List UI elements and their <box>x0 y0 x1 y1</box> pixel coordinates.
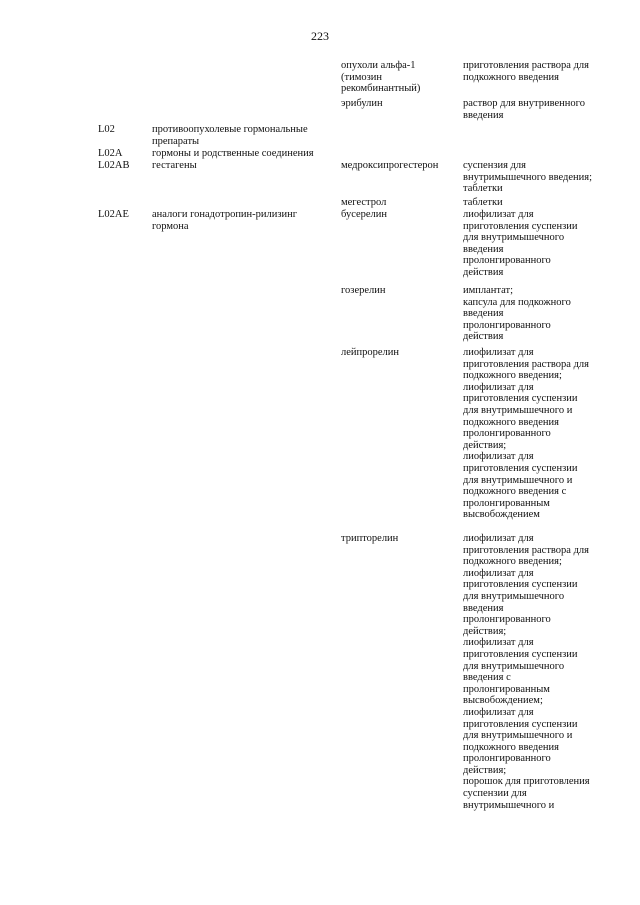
drug-name-cell <box>341 98 383 110</box>
dosage-form-line: подкожного введения; <box>463 556 562 568</box>
dosage-form-line: введения <box>463 243 504 255</box>
dosage-form-line: лиофилизат для <box>463 637 534 649</box>
dosage-form-line: приготовления суспензии <box>463 648 578 660</box>
atc-group-name-line: гормона <box>152 220 189 232</box>
drug-name-cell <box>341 209 387 221</box>
dosage-form-line: приготовления суспензии <box>463 393 578 405</box>
dosage-form-line: лиофилизат для <box>463 567 534 579</box>
dosage-form-line: пролонгированным <box>463 683 550 695</box>
dosage-form-line: порошок для приготовления <box>463 776 590 788</box>
dosage-form-line: лиофилизат для <box>463 381 534 393</box>
dosage-form-line: пролонгированным <box>463 497 550 509</box>
dosage-form-line: подкожного введения <box>463 416 559 428</box>
drug-name-cell <box>341 60 420 95</box>
atc-group-name-line: гормоны и родственные соединения <box>152 148 314 159</box>
dosage-form-line: высвобождением; <box>463 695 543 707</box>
dosage-form-line: лиофилизат для <box>463 209 534 220</box>
atc-group-name-cell <box>152 160 197 172</box>
dosage-form-cell <box>463 209 577 279</box>
dosage-form-line: пролонгированного <box>463 255 551 267</box>
dosage-form-line: высвобождением <box>463 509 540 521</box>
drug-name-line: медроксипрогестерон <box>341 160 439 171</box>
dosage-form-line: лиофилизат для <box>463 533 534 544</box>
dosage-form-line: лиофилизат для <box>463 347 534 358</box>
dosage-form-line: лиофилизат для <box>463 706 534 718</box>
atc-group-name-line: аналоги гонадотропин-рилизинг <box>152 209 298 220</box>
dosage-form-line: действия <box>463 331 504 343</box>
dosage-form-line: приготовления суспензии <box>463 718 578 730</box>
drug-name-line: (тимозин <box>341 71 382 83</box>
drug-name-cell <box>341 197 386 209</box>
dosage-form-cell <box>463 533 590 811</box>
drug-name-line: лейпрорелин <box>341 347 400 358</box>
atc-code-cell <box>98 160 130 172</box>
dosage-form-line: для внутримышечного <box>463 232 565 244</box>
atc-code-line: L02 <box>98 124 115 135</box>
drug-name-cell <box>341 285 386 297</box>
dosage-form-line: внутримышечного и <box>463 799 555 811</box>
dosage-form-line: приготовления раствора для <box>463 544 589 556</box>
dosage-form-line: для внутримышечного и <box>463 474 573 486</box>
atc-group-name-cell <box>152 209 297 232</box>
dosage-form-line: пролонгированного <box>463 428 551 440</box>
atc-group-name-line: противоопухолевые гормональные <box>152 124 308 135</box>
atc-code-line: L02AB <box>98 160 130 171</box>
dosage-form-line: для внутримышечного и <box>463 404 573 416</box>
atc-group-name-line: гестагены <box>152 160 197 171</box>
dosage-form-line: приготовления раствора для <box>463 358 589 370</box>
dosage-form-line: пролонгированного <box>463 753 551 765</box>
dosage-form-cell <box>463 285 571 343</box>
dosage-form-line: подкожного введения <box>463 741 559 753</box>
dosage-form-line: действия; <box>463 625 507 637</box>
dosage-form-cell <box>463 160 592 195</box>
dosage-form-cell <box>463 60 589 83</box>
dosage-form-cell <box>463 98 585 121</box>
dosage-form-line: подкожного введения <box>463 71 559 83</box>
dosage-form-line: раствор для внутривенного <box>463 98 585 109</box>
page-number: 223 <box>311 29 329 43</box>
dosage-form-line: действия; <box>463 764 507 776</box>
dosage-form-line: для внутримышечного <box>463 590 565 602</box>
atc-group-name-cell <box>152 124 308 147</box>
dosage-form-line: таблетки <box>463 183 503 195</box>
dosage-form-line: введения с <box>463 672 511 684</box>
dosage-form-line: капсула для подкожного <box>463 296 571 308</box>
atc-code-line: L02A <box>98 148 123 159</box>
atc-code-cell <box>98 124 115 136</box>
dosage-form-line: для внутримышечного <box>463 660 565 672</box>
drug-name-line: бусерелин <box>341 209 388 220</box>
dosage-form-line: приготовления суспензии <box>463 220 578 232</box>
dosage-form-line: лиофилизат для <box>463 451 534 463</box>
dosage-form-line: имплантат; <box>463 285 514 296</box>
dosage-form-line: подкожного введения с <box>463 486 567 498</box>
atc-code-cell <box>98 209 129 221</box>
dosage-form-line: внутримышечного введения; <box>463 171 593 183</box>
dosage-form-line: для внутримышечного и <box>463 730 573 742</box>
atc-code-line: L02AE <box>98 209 129 220</box>
atc-group-name-line: препараты <box>152 135 200 147</box>
dosage-form-line: приготовления суспензии <box>463 579 578 591</box>
dosage-form-line: приготовления раствора для <box>463 60 589 71</box>
drug-name-line: эрибулин <box>341 98 383 109</box>
atc-group-name-cell <box>152 148 314 160</box>
dosage-form-line: пролонгированного <box>463 614 551 626</box>
dosage-form-line: введения <box>463 308 504 320</box>
dosage-form-line: введения <box>463 109 504 121</box>
dosage-form-line: приготовления суспензии <box>463 462 578 474</box>
dosage-form-cell <box>463 197 503 209</box>
dosage-form-line: пролонгированного <box>463 319 551 331</box>
dosage-form-line: действия <box>463 266 504 278</box>
drug-name-line: опухоли альфа-1 <box>341 60 416 71</box>
drug-name-cell <box>341 533 398 545</box>
drug-name-line: рекомбинантный) <box>341 83 421 95</box>
drug-name-line: гозерелин <box>341 285 386 296</box>
dosage-form-cell <box>463 347 589 521</box>
dosage-form-line: суспензия для <box>463 160 526 171</box>
drug-name-cell <box>341 160 438 172</box>
atc-code-cell <box>98 148 123 160</box>
dosage-form-line: введения <box>463 602 504 614</box>
drug-name-line: трипторелин <box>341 533 399 544</box>
dosage-form-line: суспензии для <box>463 788 527 800</box>
drug-name-cell <box>341 347 399 359</box>
dosage-form-line: подкожного введения; <box>463 370 562 382</box>
dosage-form-line: таблетки <box>463 197 503 208</box>
dosage-form-line: действия; <box>463 439 507 451</box>
drug-name-line: мегестрол <box>341 197 387 208</box>
